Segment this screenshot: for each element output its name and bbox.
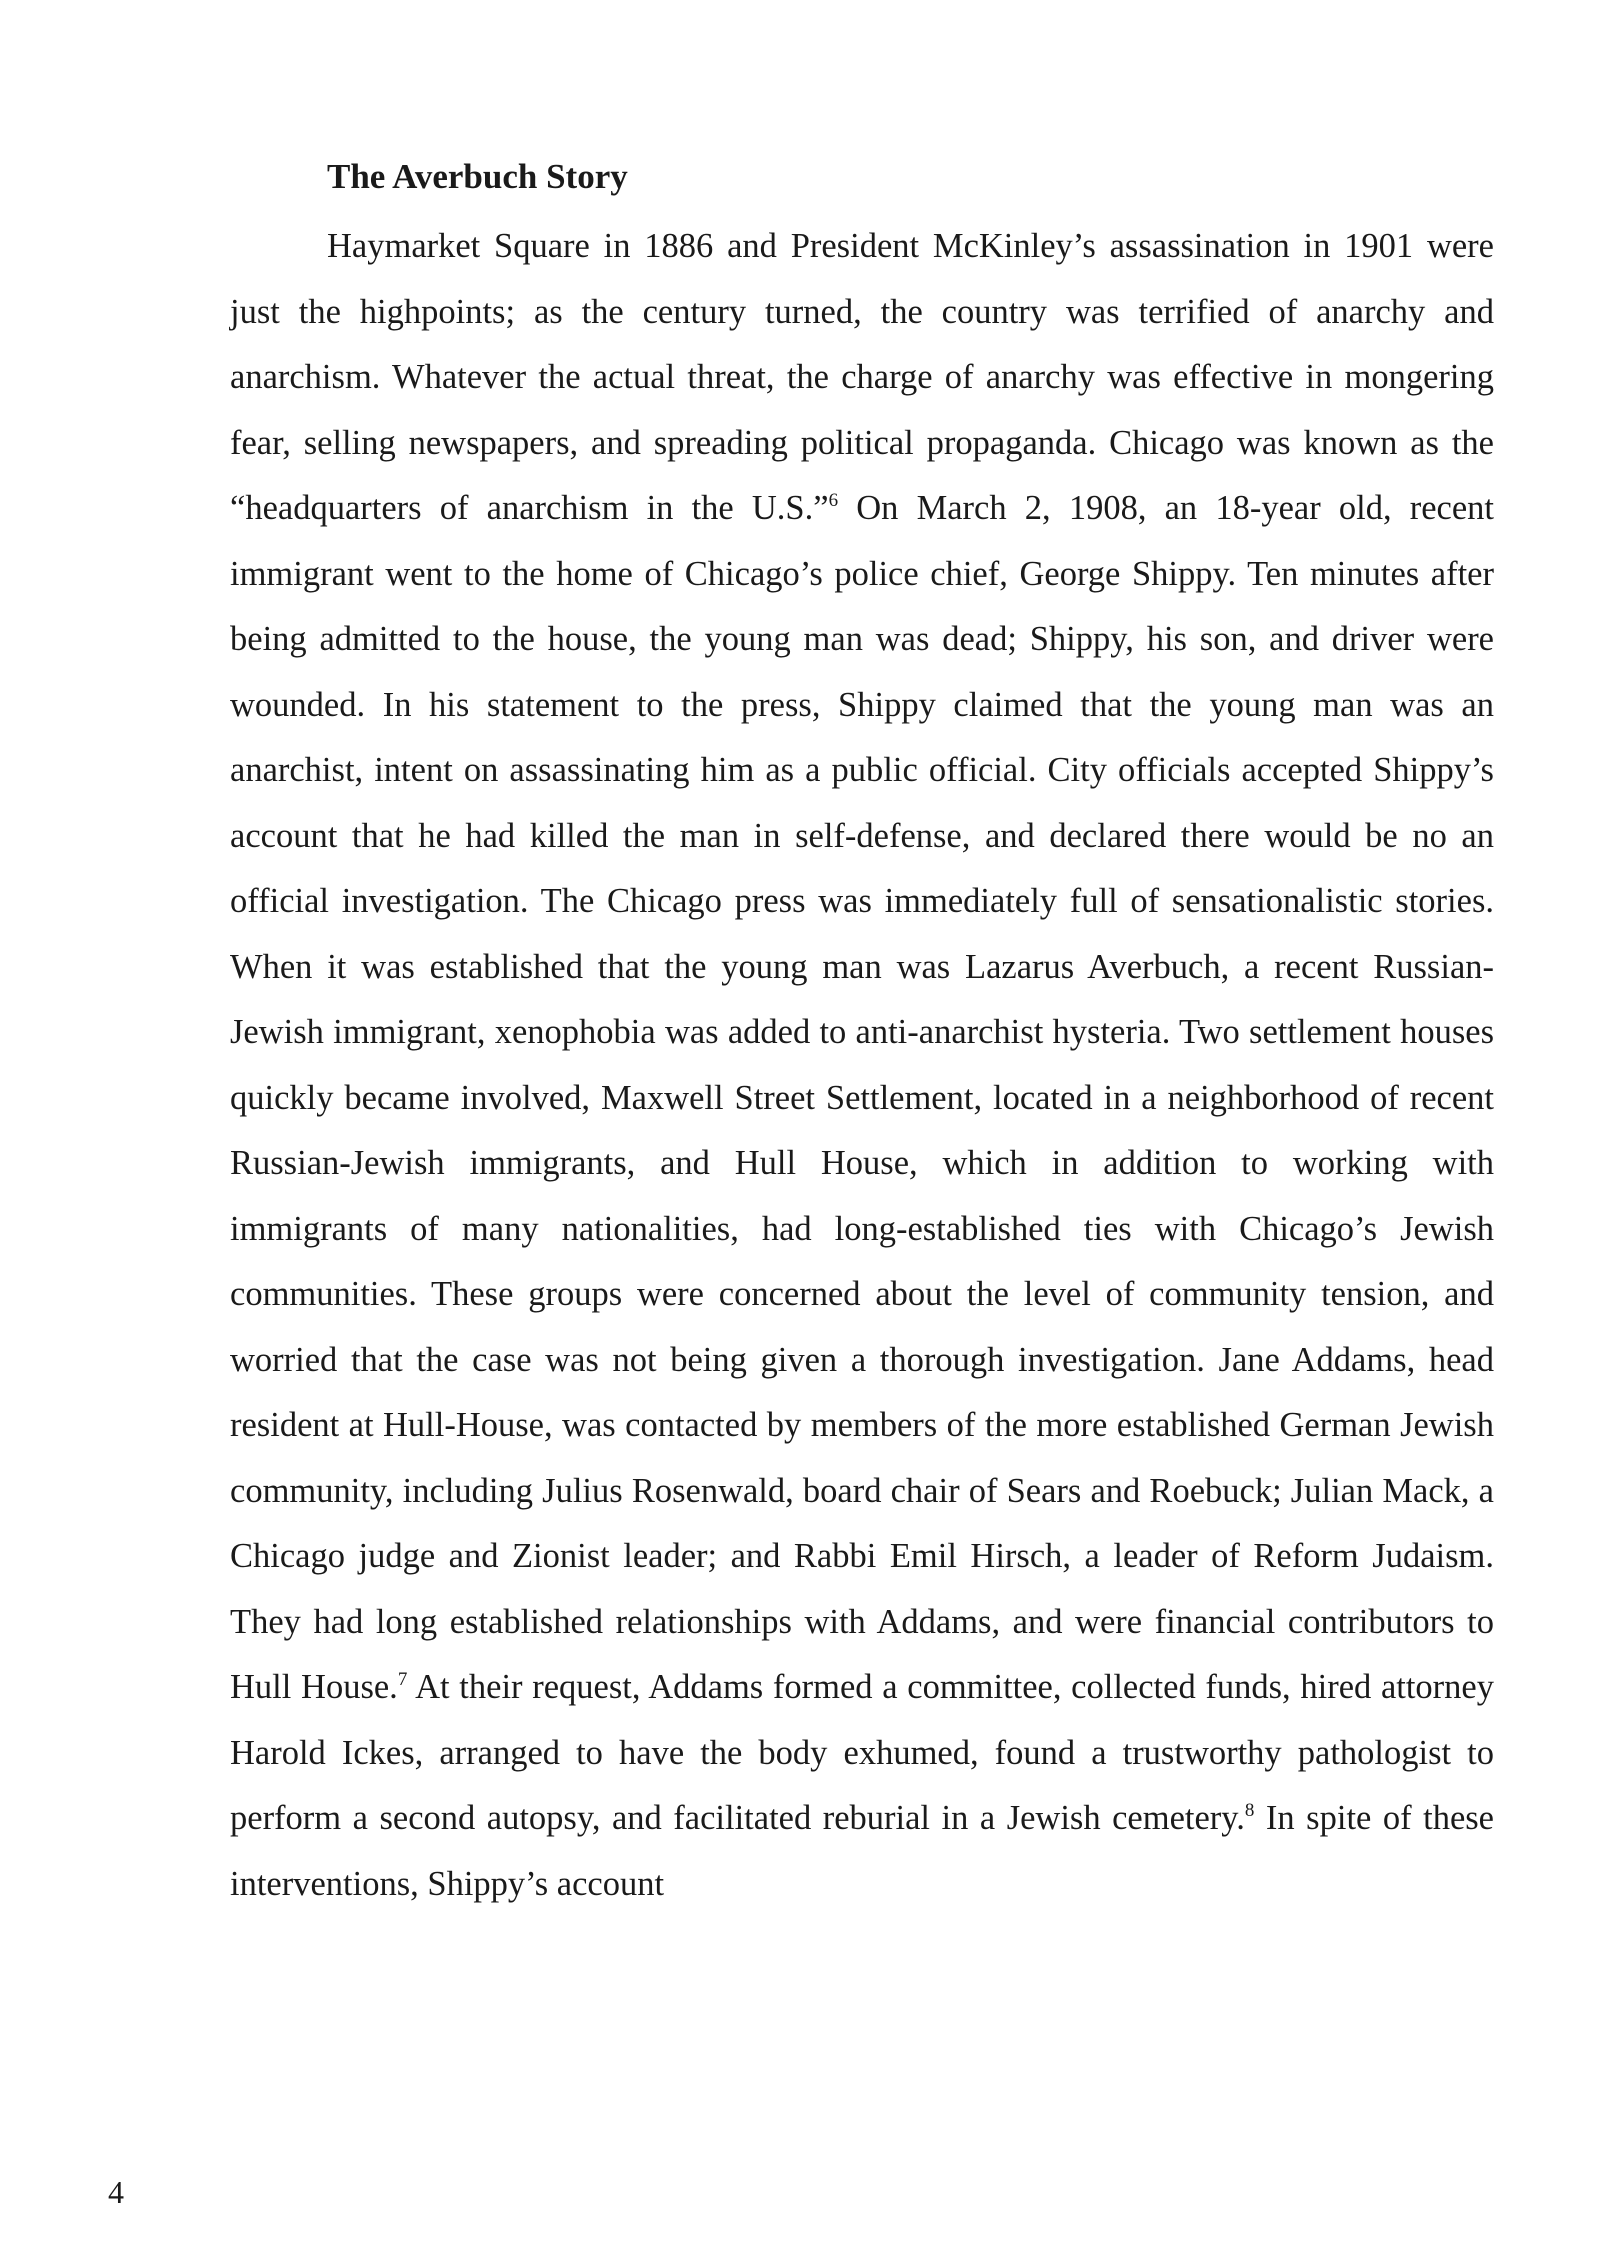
body-paragraph <box>230 214 1494 1917</box>
footnote-marker-7[interactable]: 7 <box>397 1669 408 1690</box>
section-heading: The Averbuch Story <box>327 157 628 196</box>
paragraph-text: In spite of these interventions, Shippy’s account <box>230 1799 1494 1903</box>
paragraph-text: Haymarket Square in 1886 and President McKinley’s assassination in 1901 were just the highpoints; as the century turned, the country was terrified of anarchy and anarchism. Whatever the actual threat, the charge of anarchy was effective in mongering fear, selling newspapers, and spreading political propaganda. Chicago was known as the “headquarters of anarchism in the U.S.” <box>230 227 1494 527</box>
footnote-marker-8[interactable]: 8 <box>1244 1800 1255 1821</box>
paragraph-text: On March 2, 1908, an 18-year old, recent immigrant went to the home of Chicago’s police chief, George Shippy. Ten minutes after being admitted to the house, the young man was dead; Shippy, his son, and driver were wounded. In his statement to the press, Shippy claimed that the young man was an anarchist, intent on assassinating him as a public official. City officials accepted Shippy’s account that he had killed the man in self-defense, and declared there would be no an official investigation. The Chicago press was immediately full of sensationalistic stories. When it was established that the young man was Lazarus Averbuch, a recent Russian-Jewish immigrant, xenophobia was added to anti-anarchist hysteria. Two settlement houses quickly became involved, Maxwell Street Settlement, located in a neighborhood of recent Russian-Jewish immigrants, and Hull House, which in addition to working with immigrants of many nationalities, had long-established ties with Chicago’s Jewish communities. These groups were concerned about the level of community tension, and worried that the case was not being given a thorough investigation. Jane Addams, head resident at Hull-House, was contacted by members of the more established German Jewish community, including Julius Rosenwald, board chair of Sears and Roebuck; Julian Mack, a Chicago judge and Zionist leader; and Rabbi Emil Hirsch, a leader of Reform Judaism. They had long established relationships with Addams, and were financial contributors to Hull House. <box>230 489 1495 1706</box>
footnote-marker-6[interactable]: 6 <box>828 490 839 511</box>
paragraph-text: At their request, Addams formed a committee, collected funds, hired attorney Harold Ickes, arranged to have the body exhumed, found a trustworthy pathologist to perform a second autopsy, and facilitated reburial in a Jewish cemetery. <box>230 1668 1494 1837</box>
page-number: 4 <box>108 2174 124 2210</box>
